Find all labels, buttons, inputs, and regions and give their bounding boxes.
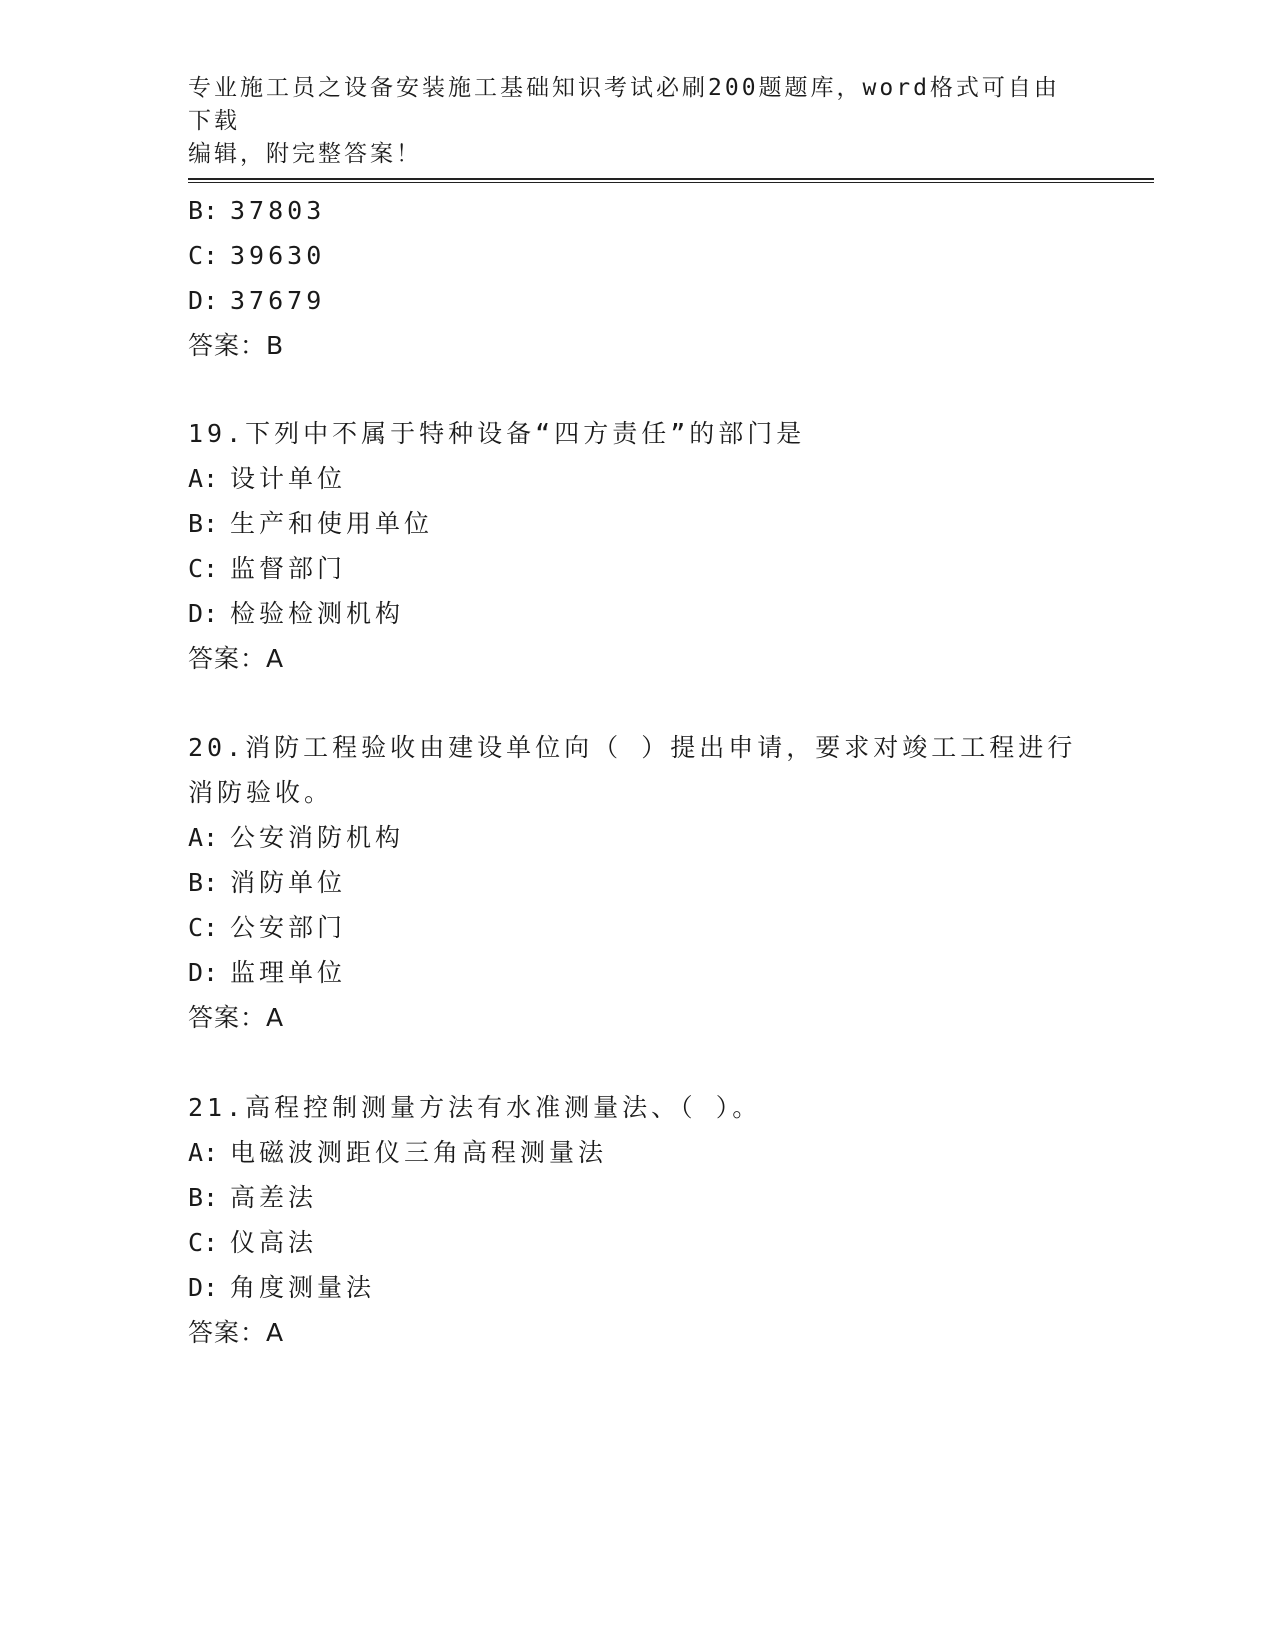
option-text: 消防单位 — [230, 868, 347, 897]
option-c — [188, 240, 325, 272]
option-letter: B: — [188, 1183, 219, 1212]
option-letter: C: — [188, 241, 219, 270]
option-text: 生产和使用单位 — [230, 509, 434, 538]
option-a — [188, 1137, 607, 1169]
option-d — [188, 1272, 375, 1304]
option-letter: D: — [188, 599, 219, 628]
option-letter: D: — [188, 1273, 219, 1302]
option-text: 高差法 — [230, 1183, 318, 1212]
question-stem: 20.消防工程验收由建设单位向（ ）提出申请，要求对竣工工程进行 — [188, 733, 1077, 762]
option-text: 37679 — [230, 286, 326, 315]
option-d — [188, 285, 325, 317]
option-text: 设计单位 — [230, 464, 347, 493]
answer: 答案：A — [188, 1318, 285, 1347]
option-b — [188, 1182, 317, 1214]
header-title-line-2: 编辑，附完整答案！ — [188, 141, 422, 167]
option-b — [188, 867, 346, 899]
option-letter: B: — [188, 509, 219, 538]
option-text: 监督部门 — [230, 554, 347, 583]
option-text: 检验检测机构 — [230, 599, 405, 628]
option-letter: A: — [188, 1138, 219, 1167]
option-letter: A: — [188, 823, 219, 852]
option-c — [188, 912, 346, 944]
document-header — [188, 72, 1068, 171]
option-text: 37803 — [230, 196, 326, 225]
answer: 答案：A — [188, 1003, 285, 1032]
option-d — [188, 598, 404, 630]
question-stem: 19.下列中不属于特种设备“四方责任”的部门是 — [188, 419, 806, 448]
option-b — [188, 508, 433, 540]
option-text: 公安消防机构 — [230, 823, 405, 852]
question-stem-continued: 消防验收。 — [188, 778, 334, 807]
answer: 答案：A — [188, 644, 285, 673]
option-letter: C: — [188, 913, 219, 942]
option-letter: C: — [188, 1228, 219, 1257]
header-title-line-1: 专业施工员之设备安装施工基础知识考试必刷200题题库，word格式可自由下载 — [188, 75, 1060, 134]
option-letter: C: — [188, 554, 219, 583]
option-c — [188, 553, 346, 585]
option-a — [188, 463, 346, 495]
option-b — [188, 195, 325, 227]
option-letter: B: — [188, 196, 219, 225]
header-divider — [188, 178, 1154, 183]
option-letter: A: — [188, 464, 219, 493]
question-stem: 21.高程控制测量方法有水准测量法、（ ）。 — [188, 1093, 762, 1122]
option-letter: D: — [188, 286, 219, 315]
answer: 答案：B — [188, 331, 285, 360]
option-text: 角度测量法 — [230, 1273, 376, 1302]
option-text: 39630 — [230, 241, 326, 270]
option-a — [188, 822, 404, 854]
option-d — [188, 957, 346, 989]
option-text: 监理单位 — [230, 958, 347, 987]
option-text: 仪高法 — [230, 1228, 318, 1257]
option-text: 电磁波测距仪三角高程测量法 — [230, 1138, 608, 1167]
option-c — [188, 1227, 317, 1259]
option-letter: D: — [188, 958, 219, 987]
option-text: 公安部门 — [230, 913, 347, 942]
option-letter: B: — [188, 868, 219, 897]
